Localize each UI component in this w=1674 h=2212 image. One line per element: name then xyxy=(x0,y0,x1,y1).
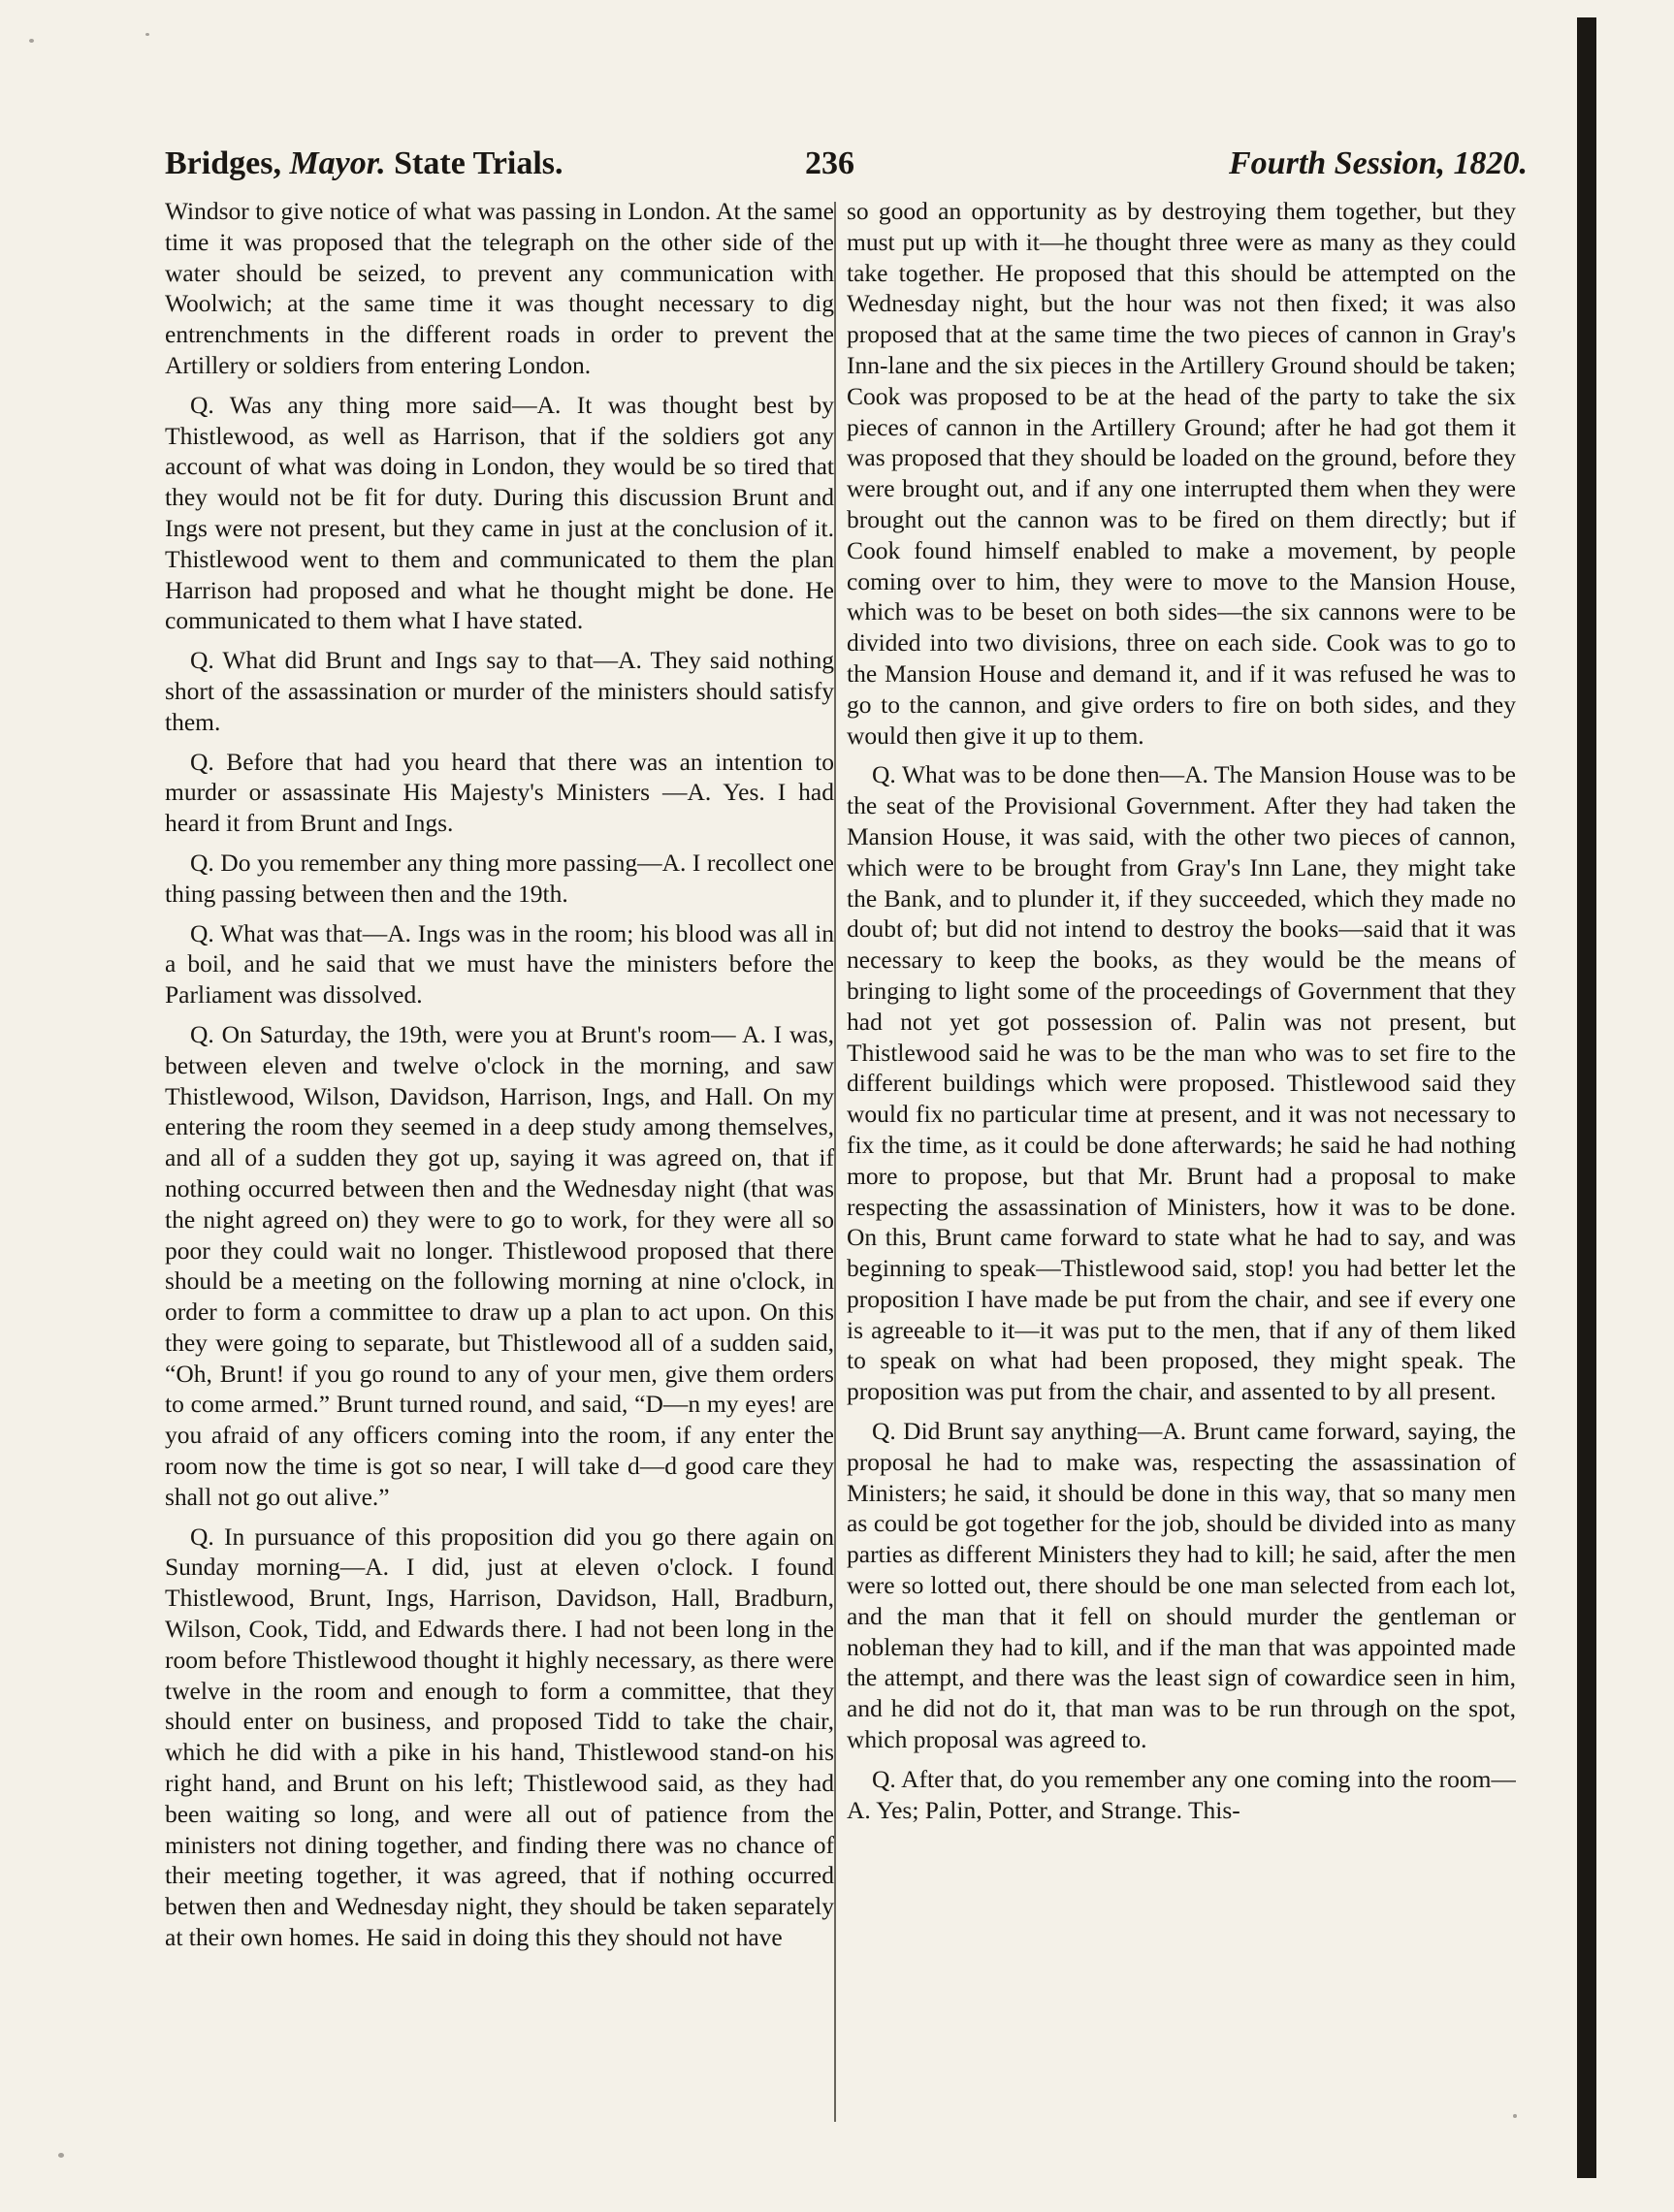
paragraph: Q. What was to be done then—A. The Mansion House was to be the seat of the Provisional Government. After they had taken the Mansion House, it was said, with the other two pieces of cannon, which were to be brought from Gray's Inn Lane, they might take the Bank, and to plunder it, if they succeeded, which they made no doubt of; but did not intend to destroy the books—said that it was necessary to keep the books, as they would be the means of bringing to light some of the proceedings of Government that they had not yet got possession of. Palin was not present, but Thistlewood said he was to be the man who was to set fire to the different buildings which were proposed. Thistlewood said they would fix no particular time at present, and it was not necessary to fix the time, as it could be done afterwards; he said he had nothing more to propose, but that Mr. Brunt had a proposal to make respecting the assassination of Ministers, how it was to be done. On this, Brunt came forward to state what he had to say, and was beginning to speak—Thistlewood said, stop! you had better let the proposition I have made be put from the chair, and see if every one is agreeable to it—it was put to the men, that if any of them liked to speak on what had been proposed, they might speak. The proposition was put from the chair, and assented to by all present. xyxy=(847,760,1516,1406)
left-column xyxy=(165,196,834,2126)
paragraph: Q. Do you remember any thing more passing—A. I recollect one thing passing between then and the 19th. xyxy=(165,848,834,908)
header-left xyxy=(165,145,563,182)
paragraph: Q. Before that had you heard that there was an intention to murder or assassinate His Majesty's Ministers —A. Yes. I had heard it from Brunt and Ings. xyxy=(165,747,834,838)
column-rule xyxy=(834,202,836,2122)
right-column xyxy=(847,196,1516,2126)
paragraph: Q. On Saturday, the 19th, were you at Brunt's room— A. I was, between eleven and twelve o'clock in the morning, and saw Thistlewood, Wilson, Davidson, Harrison, Ings, and Hall. On my entering the room they seemed in a deep study among themselves, and all of a sudden they got up, saying it was agreed on, that if nothing occurred between then and the Wednesday night (that was the night agreed on) they were to go to work, for they were all so poor they could wait no longer. Thistlewood proposed that there should be a meeting on the following morning at nine o'clock, in order to form a committee to draw up a plan to act upon. On this they were going to separate, but Thistlewood all of a sudden said, “Oh, Brunt! if you go round to any of your men, give them orders to come armed.” Brunt turned round, and said, “D—n my eyes! are you afraid of any officers coming into the room, if any enter the room now the time is got so near, I will take d—d good care they shall not go out alive.” xyxy=(165,1019,834,1511)
paragraph: Q. Was any thing more said—A. It was thought best by Thistlewood, as well as Harrison, that if the soldiers got any account of what was doing in London, they would be so tired that they would not be fit for duty. During this discussion Brunt and Ings were not present, but they came in just at the conclusion of it. Thistlewood went to them and communicated to them the plan Harrison had proposed and what he thought might be done. He communicated to them what I have stated. xyxy=(165,390,834,635)
paragraph: Q. What did Brunt and Ings say to that—A. They said nothing short of the assassination or murder of the ministers should satisfy them. xyxy=(165,646,834,736)
paragraph: Q. In pursuance of this proposition did you go there again on Sunday morning—A. I did, just at eleven o'clock. I found Thistlewood, Brunt, Ings, Harrison, Davidson, Hall, Bradburn, Wilson, Cook, Tidd, and Edwards there. I had not been long in the room before Thistlewood thought it highly necessary, as there were twelve in the room and enough to form a committee, that they should enter on business, and proposed Tidd to take the chair, which he did with a pike in his hand, Thistlewood stand-on his right hand, and Brunt on his left; Thistlewood said, as they had been waiting so long, and were all out of patience from the ministers not dining together, and finding there was no chance of their meeting together, it was agreed, that if nothing occurred betwen then and Wednesday night, they should be taken separately at their own homes. He said in doing this they should not have xyxy=(165,1522,834,1952)
paragraph: Windsor to give notice of what was passing in London. At the same time it was proposed that the telegraph on the other side of the water should be seized, to prevent any communication with Woolwich; at the same time it was thought necessary to dig entrenchments in the different roads in order to prevent the Artillery or soldiers from entering London. xyxy=(165,197,834,379)
header-right: Fourth Session, 1820. xyxy=(1229,145,1528,181)
page-number: 236 xyxy=(805,145,854,181)
header-section: State Trials. xyxy=(394,145,563,181)
paragraph: Q. What was that—A. Ings was in the room; his blood was all in a boil, and he said that we must have the ministers before the Parliament was dissolved. xyxy=(165,918,834,1010)
header-name: Bridges, xyxy=(165,145,281,181)
scan-speck xyxy=(29,39,34,43)
paragraph: so good an opportunity as by destroying them together, but they must put up with it—he thought three were as many as they could take together. He proposed that this should be attempted on the Wednesday night, but the hour was not then fixed; it was also proposed that at the same time the two pieces of cannon in Gray's Inn-lane and the six pieces in the Artillery Ground should be taken; Cook was proposed to be at the head of the party to take the six pieces of cannon in the Artillery Ground; after he had got them it was proposed that they should be loaded on the ground, before they were brought out, and if any one interrupted them when they were brought out the cannon was to be fired on them directly; but if Cook found himself enabled to make a movement, by people coming over to him, they were to move to the Mansion House, which was to be beset on both sides—the six cannons were to be divided into two divisions, three on each side. Cook was to go to the Mansion House and demand it, and if it was refused he was to go to the cannon, and give orders to fire on both sides, and they would then give it up to them. xyxy=(847,197,1516,750)
scan-speck xyxy=(58,2153,64,2158)
scan-speck xyxy=(145,33,149,36)
header-title: Mayor. xyxy=(289,145,386,181)
running-header xyxy=(165,145,1528,188)
paragraph: Q. Did Brunt say anything—A. Brunt came forward, saying, the proposal he had to make was, respecting the assassination of Ministers; he said, it should be done in this way, that so many men as could be got together for the job, should be divided into as many parties as different Ministers they had to kill; he said, after the men were so lotted out, there should be one man selected from each lot, and the man that it fell on should murder the gentleman or nobleman they had to kill, and if the man that was appointed made the attempt, and there was the least sign of cowardice seen in him, and he did not do it, that man was to be run through on the spot, which proposal was agreed to. xyxy=(847,1417,1516,1754)
paragraph: Q. After that, do you remember any one coming into the room—A. Yes; Palin, Potter, and Strange. This- xyxy=(847,1764,1516,1824)
binding-edge xyxy=(1577,17,1596,2178)
